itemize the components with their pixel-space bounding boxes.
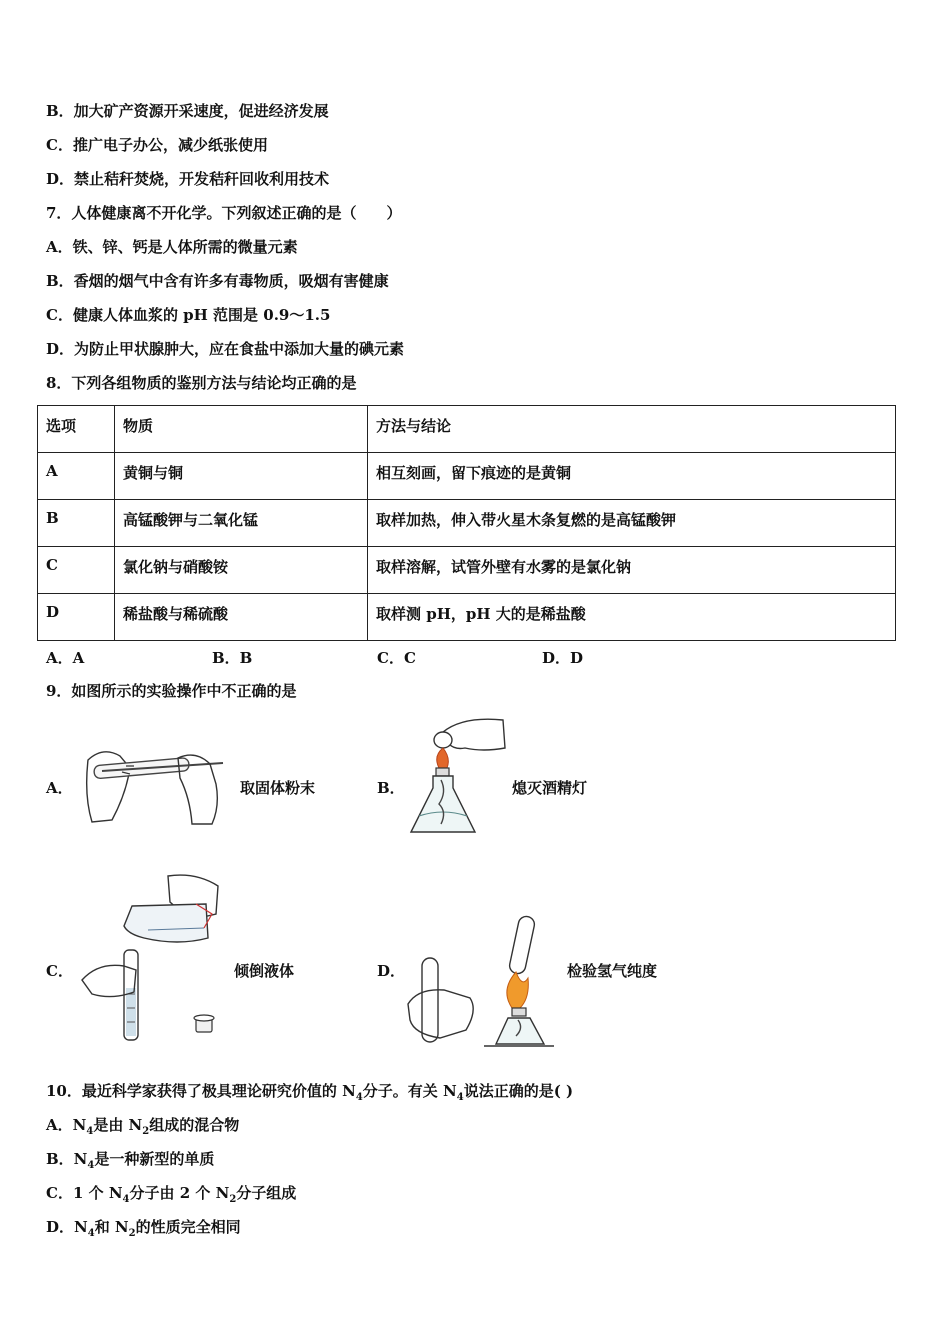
q8-table: [37, 405, 896, 641]
table-header: 选项: [46, 417, 77, 435]
table-row: [38, 547, 896, 594]
q8-option-c: C．C: [377, 649, 416, 667]
q9-item-d-caption: 检验氢气纯度: [567, 962, 658, 980]
q9-item-d-letter: D．: [377, 962, 406, 980]
table-header-row: [38, 406, 896, 453]
table-row: [38, 500, 896, 547]
q8-stem: 8．下列各组物质的鉴别方法与结论均正确的是: [46, 374, 357, 392]
table-cell: 取样测 pH，pH 大的是稀盐酸: [376, 605, 586, 623]
table-header: 物质: [123, 417, 154, 435]
q6-option-c: C．推广电子办公，减少纸张使用: [46, 136, 268, 154]
q8-option-b: B．B: [212, 649, 253, 667]
q6-option-b: B．加大矿产资源开采速度，促进经济发展: [46, 102, 329, 120]
table-cell: D: [46, 603, 60, 621]
q9-item-b-caption: 熄灭酒精灯: [512, 779, 588, 797]
table-cell: B: [46, 509, 59, 527]
table-cell: 氯化钠与硝酸铵: [123, 558, 229, 576]
q8-option-d: D．D: [542, 649, 584, 667]
q9-item-a-letter: A．: [46, 779, 73, 797]
table-cell: A: [46, 462, 58, 480]
table-cell: 相互刻画，留下痕迹的是黄铜: [376, 464, 572, 482]
alcohol-lamp-illustration: [403, 712, 508, 840]
q9-item-b-letter: B．: [377, 779, 405, 797]
q7-option-b: B．香烟的烟气中含有许多有毒物质，吸烟有害健康: [46, 272, 389, 290]
q9-stem: 9．如图所示的实验操作中不正确的是: [46, 682, 297, 700]
q7-stem: 7．人体健康离不开化学。下列叙述正确的是（ ）: [46, 204, 402, 222]
q9-item-c-caption: 倾倒液体: [234, 962, 295, 980]
q10-option-c: C．1 个 $N_4$分子由 2 个 $N_2$分子组成: [46, 1184, 297, 1205]
q9-item-a-caption: 取固体粉末: [240, 779, 316, 797]
q7-option-a: A．铁、锌、钙是人体所需的微量元素: [46, 238, 298, 256]
q7-option-c: C．健康人体血浆的 pH 范围是 0.9～1.5: [46, 306, 331, 324]
q8-option-a: A．A: [46, 649, 85, 667]
q10-option-d: D．$N_4$和 $N_2$的性质完全相同: [46, 1218, 241, 1239]
table-cell: 取样加热，伸入带火星木条复燃的是高锰酸钾: [376, 511, 677, 529]
table-row: [38, 594, 896, 641]
table-row: [38, 453, 896, 500]
q10-option-b: B．$N_4$是一种新型的单质: [46, 1150, 215, 1171]
powder-test-tube-illustration: [78, 728, 228, 828]
q10-option-a: A．$N_4$是由 $N_2$组成的混合物: [46, 1116, 240, 1137]
pouring-liquid-illustration: [78, 868, 228, 1046]
table-header: 方法与结论: [376, 417, 452, 435]
q10-stem: 10．最近科学家获得了极具理论研究价值的 $N_4$分子。有关 $N_4$说法正确的是( ): [46, 1082, 574, 1103]
q6-option-d: D．禁止秸秆焚烧，开发秸秆回收利用技术: [46, 170, 330, 188]
table-cell: 稀盐酸与稀硫酸: [123, 605, 229, 623]
table-cell: 高锰酸钾与二氧化锰: [123, 511, 259, 529]
table-cell: C: [46, 556, 58, 574]
q7-option-d: D．为防止甲状腺肿大，应在食盐中添加大量的碘元素: [46, 340, 405, 358]
table-cell: 黄铜与铜: [123, 464, 184, 482]
hydrogen-test-illustration: [404, 910, 564, 1050]
q9-item-c-letter: C．: [46, 962, 73, 980]
table-cell: 取样溶解，试管外壁有水雾的是氯化钠: [376, 558, 632, 576]
